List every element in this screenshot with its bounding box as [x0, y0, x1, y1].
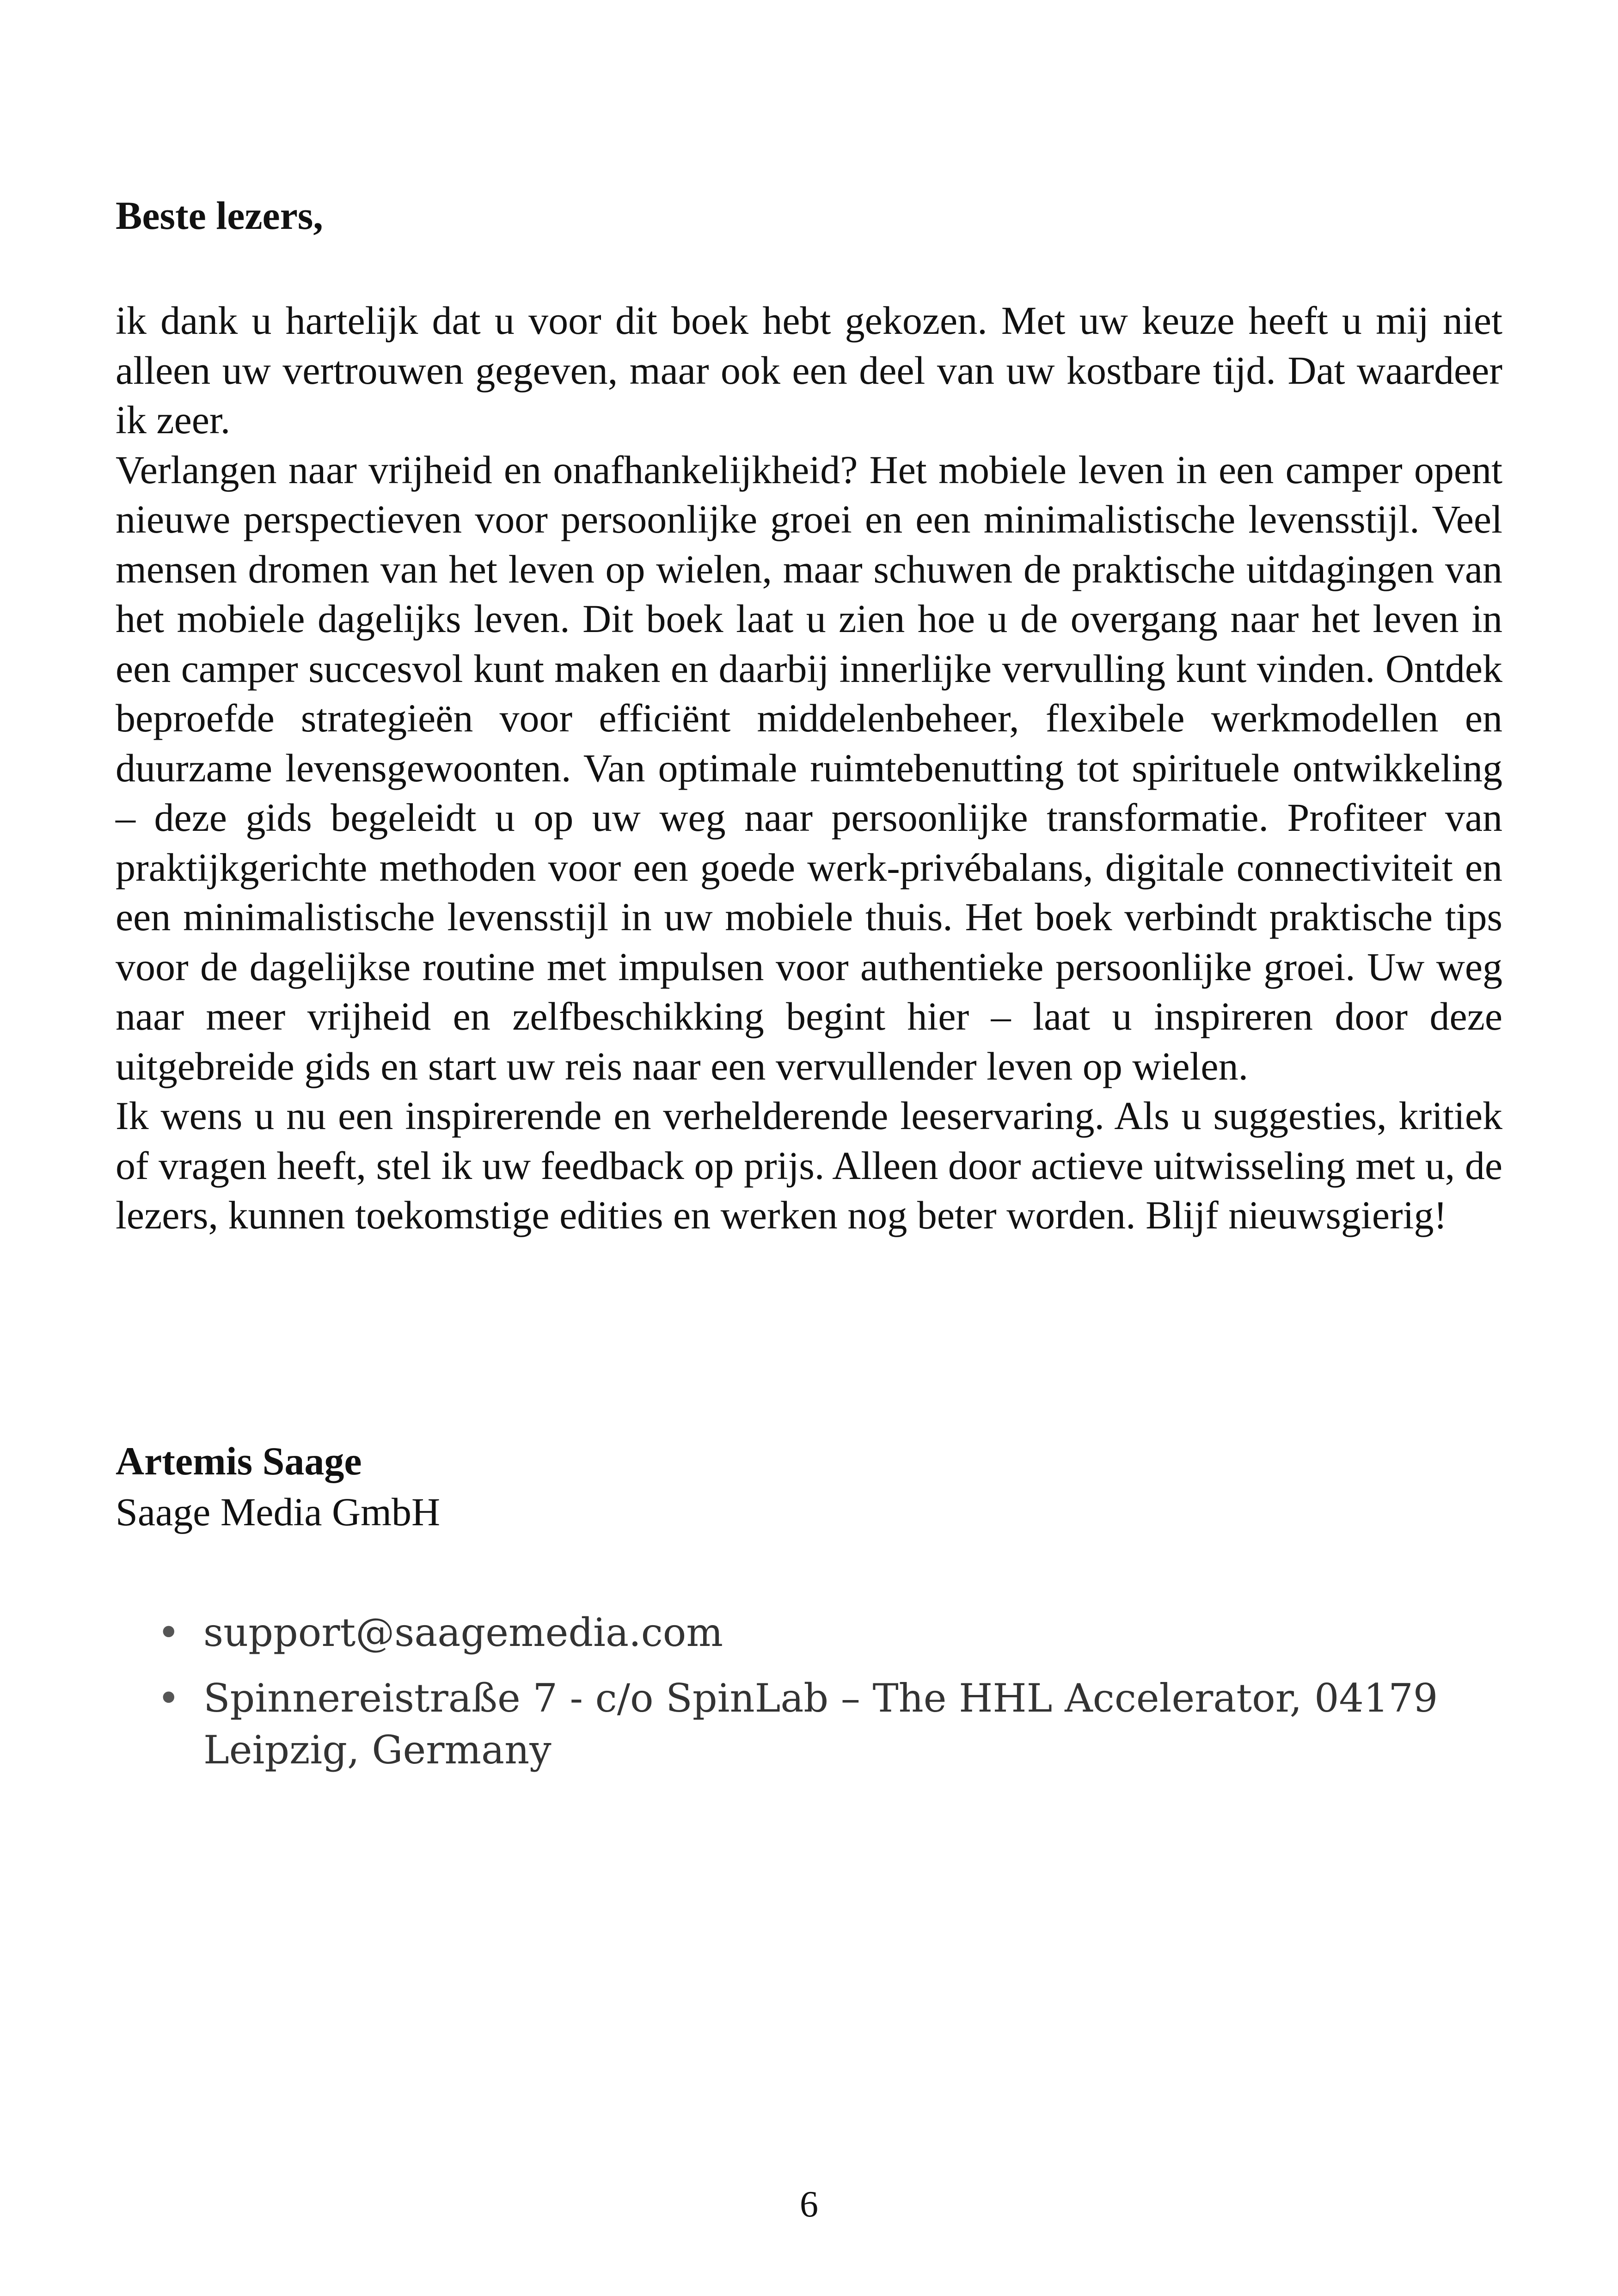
bullet-icon: • — [157, 1610, 180, 1655]
author-name: Artemis Saage — [116, 1439, 362, 1483]
body-paragraph-thanks: ik dank u hartelijk dat u voor dit boek hebt gekozen. Met uw keuze heeft u mij niet alleen uw vertrouwen gegeven, maar ook een deel van uw kostbare tijd. Dat waardeer ik zeer. — [116, 298, 1502, 442]
contact-email-item — [157, 1607, 1498, 1658]
body-paragraph-closing: Ik wens u nu een inspirerende en verhelderende leeservaring. Als u suggesties, kritiek of vragen heeft, stel ik uw feedback op prijs. Alleen door actieve uitwisseling met u, de lezers, kunnen toekomstige edities en werken nog beter worden. Blijf nieuwsgierig! — [116, 1093, 1502, 1237]
contact-address: Spinnereistraße 7 - c/o SpinLab – The HHL Accelerator, 04179 Leipzig, Germany — [203, 1676, 1438, 1773]
contact-address-item — [157, 1672, 1498, 1776]
contact-email[interactable]: support@saagemedia.com — [203, 1610, 723, 1655]
company-name: Saage Media GmbH — [116, 1490, 441, 1534]
signature-block — [116, 1436, 440, 1537]
letter-body — [116, 296, 1502, 1240]
bullet-icon: • — [157, 1676, 180, 1721]
letter-greeting: Beste lezers, — [116, 193, 323, 238]
body-paragraph-book-description: Verlangen naar vrijheid en onafhankelijkheid? Het mobiele leven in een camper opent nieuwe perspectieven voor persoonlijke groei en een minimalistische levensstijl. Veel mensen dromen van het leven op wielen, maar schuwen de praktische uitdagingen van het mobiele dagelijks leven. Dit boek laat u zien hoe u de overgang naar het leven in een camper succesvol kunt maken en daarbij innerlijke vervulling kunt vinden. Ontdek beproefde strategieën voor efficiënt middelenbeheer, flexibele werkmodellen en duurzame levensgewoonten. Van optimale ruimtebenutting tot spirituele ontwikkeling – deze gids begeleidt u op uw weg naar persoonlijke transformatie. Profiteer van praktijkgerichte methoden voor een goede werk-privébalans, digitale connectiviteit en een minimalistische levensstijl in uw mobiele thuis. Het boek verbindt praktische tips voor de dagelijkse routine met impulsen voor authentieke persoonlijke groei. Uw weg naar meer vrijheid en zelfbeschikking begint hier – laat u inspireren door deze uitgebreide gids en start uw reis naar een vervullender leven op wielen. — [116, 447, 1502, 1088]
page-number: 6 — [800, 2184, 818, 2225]
contact-list — [157, 1607, 1498, 1790]
